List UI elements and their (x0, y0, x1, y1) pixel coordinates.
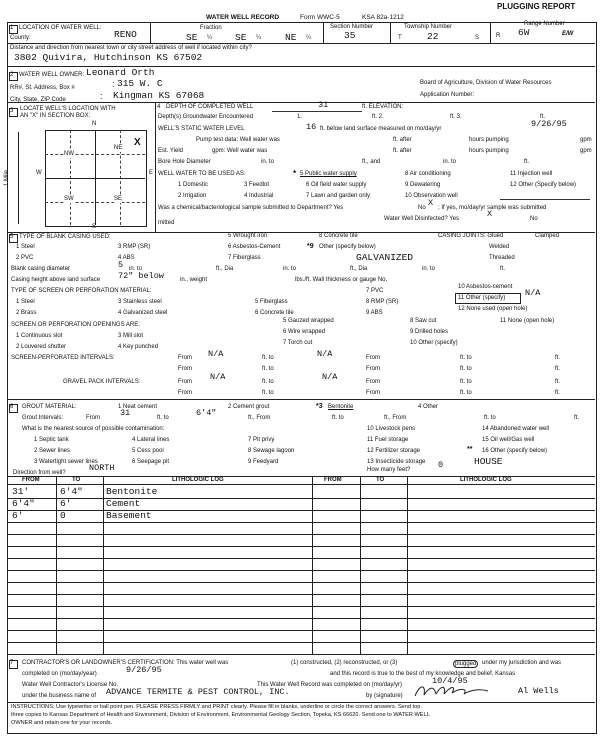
signer-name: Al Wells (518, 686, 559, 696)
casing-diameter-label: Blank casing diameter (11, 266, 71, 272)
disinfected-label: Water Well Disinfected? Yes (384, 216, 460, 222)
openings-label: SCREEN OR PERFORATION OPENINGS ARE: (11, 322, 140, 328)
certification-label: CONTRACTOR'S OR LANDOWNER'S CERTIFICATION: This water well was (22, 660, 229, 666)
business-name: ADVANCE TERMITE & PEST CONTROL, INC. (106, 687, 290, 697)
section-3-number: 3 (10, 108, 14, 114)
log-header-from-2: FROM (324, 477, 342, 483)
casing-other-value: GALVANIZED (356, 252, 414, 263)
disinfected-mark: X (487, 209, 493, 219)
completed-label: completed on (mo/day/year) (22, 671, 97, 677)
section-number-label: Section Number (330, 24, 374, 30)
fraction-3: NE (285, 32, 297, 43)
gravel-interval-from: N/A (210, 372, 226, 382)
grout-interval-to: 6'4" (196, 408, 217, 418)
direction-label: Direction from well? (13, 470, 66, 476)
section-2-number: 2 (10, 72, 14, 78)
application-number-label: Application Number: (420, 92, 475, 98)
casing-height-label: Casing height above land surface (11, 277, 101, 283)
screen-material-label: TYPE OF SCREEN OR PERFORATION MATERIAL: (11, 288, 152, 294)
section-number: 35 (344, 30, 356, 41)
fraction-1: SE (186, 32, 198, 43)
grout-intervals-label: Grout Intervals: (22, 415, 64, 421)
locate-label-1: LOCATE WELL'S LOCATION WITH (20, 106, 116, 112)
county-value: RENO (114, 29, 137, 40)
grout-material-label: GROUT MATERIAL: (22, 404, 77, 410)
plugging-report-stamp: PLUGGING REPORT (497, 2, 576, 11)
township-number: 22 (427, 31, 439, 42)
yield-label: Est. Yield (158, 148, 184, 154)
use-public-water-supply: 5 Public water supply (300, 171, 357, 177)
contamination-other-value: HOUSE (474, 456, 503, 467)
section-6-number: 6 (10, 404, 14, 410)
fraction-2: SE (235, 32, 247, 43)
grout-bentonite: Bentonite (328, 404, 354, 410)
section-5-number: 5 (10, 234, 14, 240)
section-1-number: 1 (10, 25, 14, 31)
casing-joints-label: CASING JOINTS: Glued (438, 233, 504, 239)
owner-value: Leonard Orth (86, 67, 155, 78)
blank-casing-label: TYPE OF BLANK CASING USED: (19, 234, 111, 240)
how-many-feet-label: How many feet? (367, 467, 411, 473)
well-use-label: WELL WATER TO BE USED AS: (158, 171, 246, 177)
signature-mark (412, 682, 492, 700)
section-4-number: 4 (157, 104, 161, 110)
contamination-label: What is the nearest source of possible contamination: (22, 426, 165, 432)
county-label: County: (10, 35, 31, 41)
log-header-from: FROM (22, 477, 40, 483)
form-frame (7, 22, 597, 734)
screen-interval-from: N/A (208, 349, 224, 359)
casing-diameter: 5 (118, 260, 124, 270)
city-value: Kingman KS 67068 (113, 90, 205, 101)
form-number: Form WWC-5 (300, 14, 340, 21)
direction-value: NORTH (89, 463, 115, 473)
how-many-feet-value: 0 (438, 460, 444, 470)
well-location-mark: X (134, 137, 141, 148)
section-7-number: 7 (10, 660, 14, 666)
license-label: Water Well Contractor's License No. (22, 682, 119, 688)
depth-value: 31 (318, 100, 329, 110)
form-title: WATER WELL RECORD (206, 14, 280, 21)
screen-intervals-label: SCREEN-PERFORATED INTERVALS: (11, 355, 115, 361)
address-value: 315 W. C (117, 78, 163, 89)
township-label: Township Number (404, 24, 453, 30)
depth-label: DEPTH OF COMPLETED WELL (166, 104, 254, 110)
address-label: RR#, St. Address, Box # (10, 85, 75, 91)
locate-label-2: AN "X" IN SECTION BOX: (20, 113, 91, 119)
record-completed-date: 10/4/95 (432, 676, 468, 686)
static-level-value: 16 (306, 122, 317, 132)
gravel-pack-label: GRAVEL PACK INTERVALS: (63, 379, 141, 385)
chemical-sample-label: Was a chemical/bacteriological sample submitted to Department? Yes (158, 205, 344, 211)
bore-label: Bore Hole Diameter (158, 159, 211, 165)
chemical-no-mark: X (428, 198, 434, 208)
owner-label: WATER WELL OWNER: (19, 72, 85, 78)
instructions-line-3: OWNER and retain one for your records. (11, 720, 113, 726)
location-label: LOCATION OF WATER WELL: (19, 25, 102, 31)
gravel-interval-to: N/A (322, 372, 338, 382)
completed-date: 9/26/95 (126, 665, 162, 675)
instructions-line-1: INSTRUCTIONS: Use typewriter or ball point pen. PLEASE PRESS FIRMLY and PRINT clearly. Please fill in blanks, underline or circle the correct answers. Send top (11, 704, 421, 710)
log-header-to-2: TO (376, 477, 385, 483)
board-label: Board of Agriculture, Division of Water Resources (420, 80, 552, 86)
grout-interval-from: 31 (120, 408, 131, 418)
range-number: 6W (518, 27, 530, 38)
pump-test-label: Pump test data: Well water was (196, 137, 280, 143)
directions-value: 3802 Quivira, Hutchinson KS 67502 (14, 52, 203, 63)
log-header-lithology-2: LITHOLOGIC LOG (460, 477, 512, 483)
static-level-date: 9/26/95 (531, 119, 567, 129)
static-level-label: WELL'S STATIC WATER LEVEL (158, 126, 245, 132)
screen-other-option: 11 Other (specify) (458, 295, 506, 301)
fraction-label: Fraction (200, 25, 222, 31)
screen-other-value: N/A (525, 288, 541, 298)
log-header-lithology: LITHOLOGIC LOG (172, 477, 224, 483)
ksa-ref: KSA 82a-1212 (362, 14, 404, 21)
mile-label: 1 Mile (4, 169, 10, 186)
groundwater-label: Depth(s) Groundwater Encountered (158, 114, 254, 120)
business-label: under the business name of (22, 693, 97, 699)
screen-interval-to: N/A (317, 349, 333, 359)
log-header-to: TO (72, 477, 81, 483)
casing-height: 72" below (118, 271, 164, 281)
instructions-line-2: three copies to Kansas Department of Health and Environment, Division of Environment, Environmental Geology Section, Topeka, KS 66620. Send one to WATER WELL (11, 712, 430, 718)
range-label: Range Number (524, 21, 565, 27)
record-completed-label: This Water Well Record was completed on (mo/day/yr) (257, 682, 403, 688)
directions-label: Distance and direction from nearest town or city street address of well if located within city? (10, 45, 252, 51)
city-label: City, State, ZIP Code (10, 97, 66, 103)
plugged-circled: plugged (455, 661, 477, 667)
